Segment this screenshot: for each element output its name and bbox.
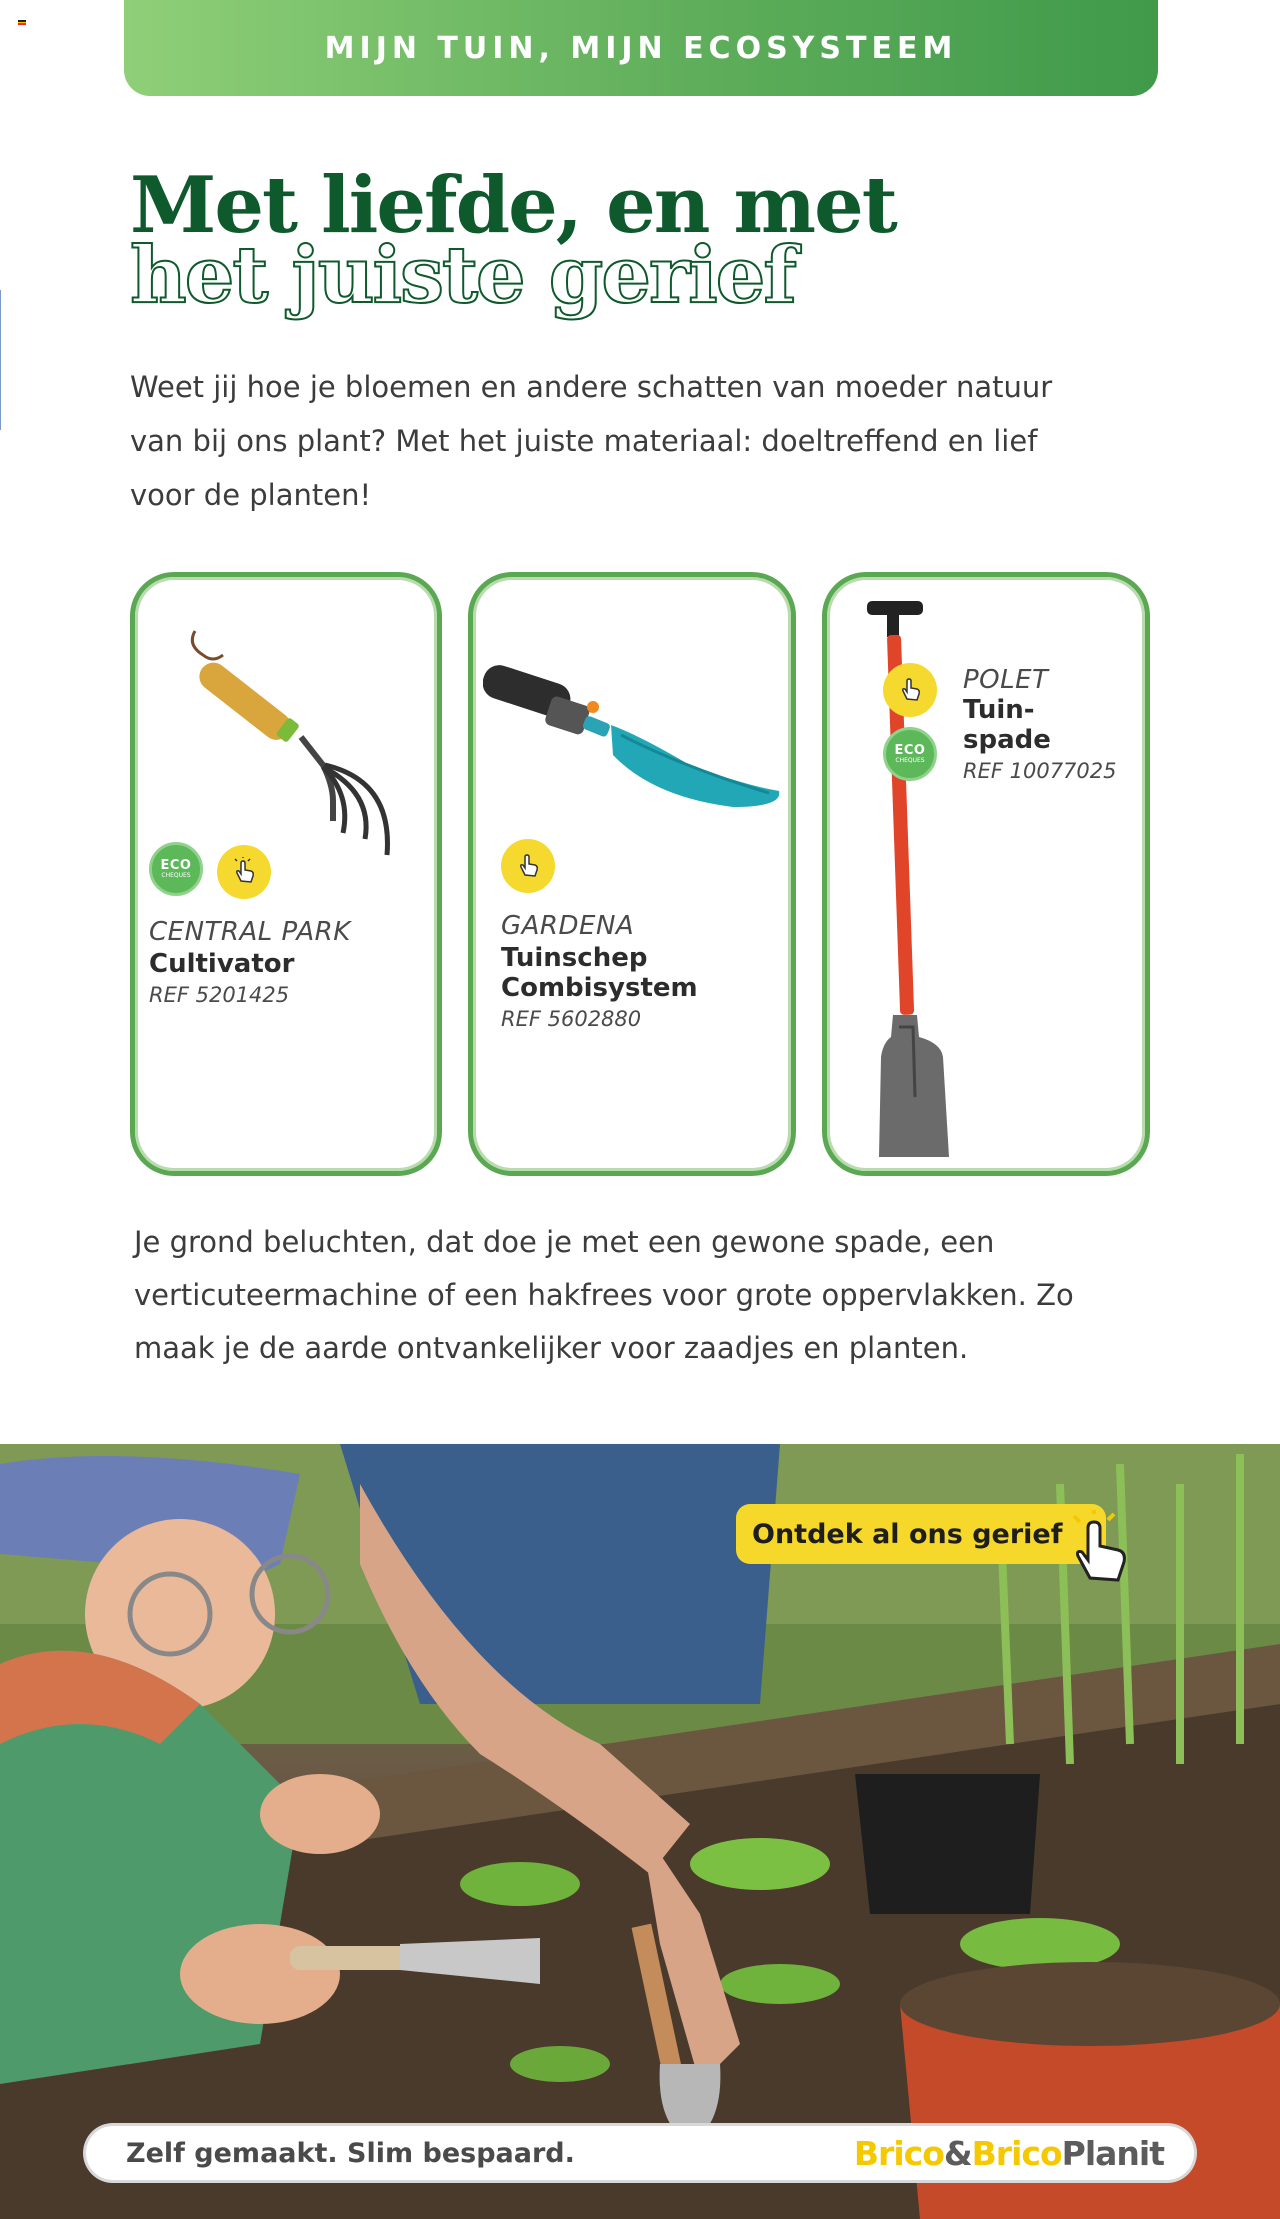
product-ref: REF 10077025	[963, 759, 1117, 783]
product-brand: POLET	[963, 665, 1049, 695]
cultivator-image	[183, 625, 413, 875]
page-edge-line	[0, 290, 1, 430]
eco-cheques-badge: ECO CHEQUES	[883, 727, 937, 781]
tap-hand-icon[interactable]	[217, 845, 271, 899]
headline	[130, 160, 896, 321]
footer-slogan: Zelf gemaakt. Slim bespaard.	[126, 2137, 575, 2169]
headline-line-1: Met liefde, en met	[130, 160, 896, 251]
product-name: Cultivator	[149, 949, 295, 979]
product-name: Tuin-spade	[963, 695, 1051, 755]
product-ref: REF 5201425	[149, 983, 290, 1007]
footer-bar	[86, 2126, 1194, 2180]
body-text: Je grond beluchten, dat doe je met een gewone spade, een verticuteermachine of een hakfrees voor grote oppervlakken. Zo maak je de aarde ontvankelijker voor zaadjes en planten.	[134, 1225, 1074, 1365]
cta-label: Ontdek al ons gerief	[752, 1518, 1063, 1550]
product-ref: REF 5602880	[501, 1007, 642, 1031]
trowel-image	[483, 657, 793, 817]
product-card-cultivator[interactable]	[130, 572, 442, 1176]
brico-planit-logo[interactable]: Brico&BricoPlanit	[853, 2133, 1164, 2173]
product-card-tuinschep[interactable]	[468, 572, 796, 1176]
tap-hand-icon[interactable]	[883, 663, 937, 717]
product-brand: CENTRAL PARK	[149, 917, 351, 947]
tap-cursor-icon	[1060, 1510, 1140, 1590]
banner-title: MIJN TUIN, MIJN ECOSYSTEEM	[324, 30, 958, 66]
headline-line-2: het juiste gerief	[130, 230, 795, 321]
eco-cheques-badge: ECO CHEQUES	[149, 842, 203, 896]
flag-icon	[18, 20, 26, 25]
product-card-tuinspade[interactable]	[822, 572, 1150, 1176]
discover-cta-button[interactable]	[736, 1504, 1106, 1564]
top-banner	[124, 0, 1158, 96]
tap-hand-icon[interactable]	[501, 839, 555, 893]
intro-text: Weet jij hoe je bloemen en andere schatten van moeder natuur van bij ons plant? Met het juiste materiaal: doeltreffend en lief voor de planten!	[130, 370, 1053, 512]
product-name: Tuinschep Combisystem	[501, 943, 698, 1003]
product-brand: GARDENA	[501, 911, 635, 941]
